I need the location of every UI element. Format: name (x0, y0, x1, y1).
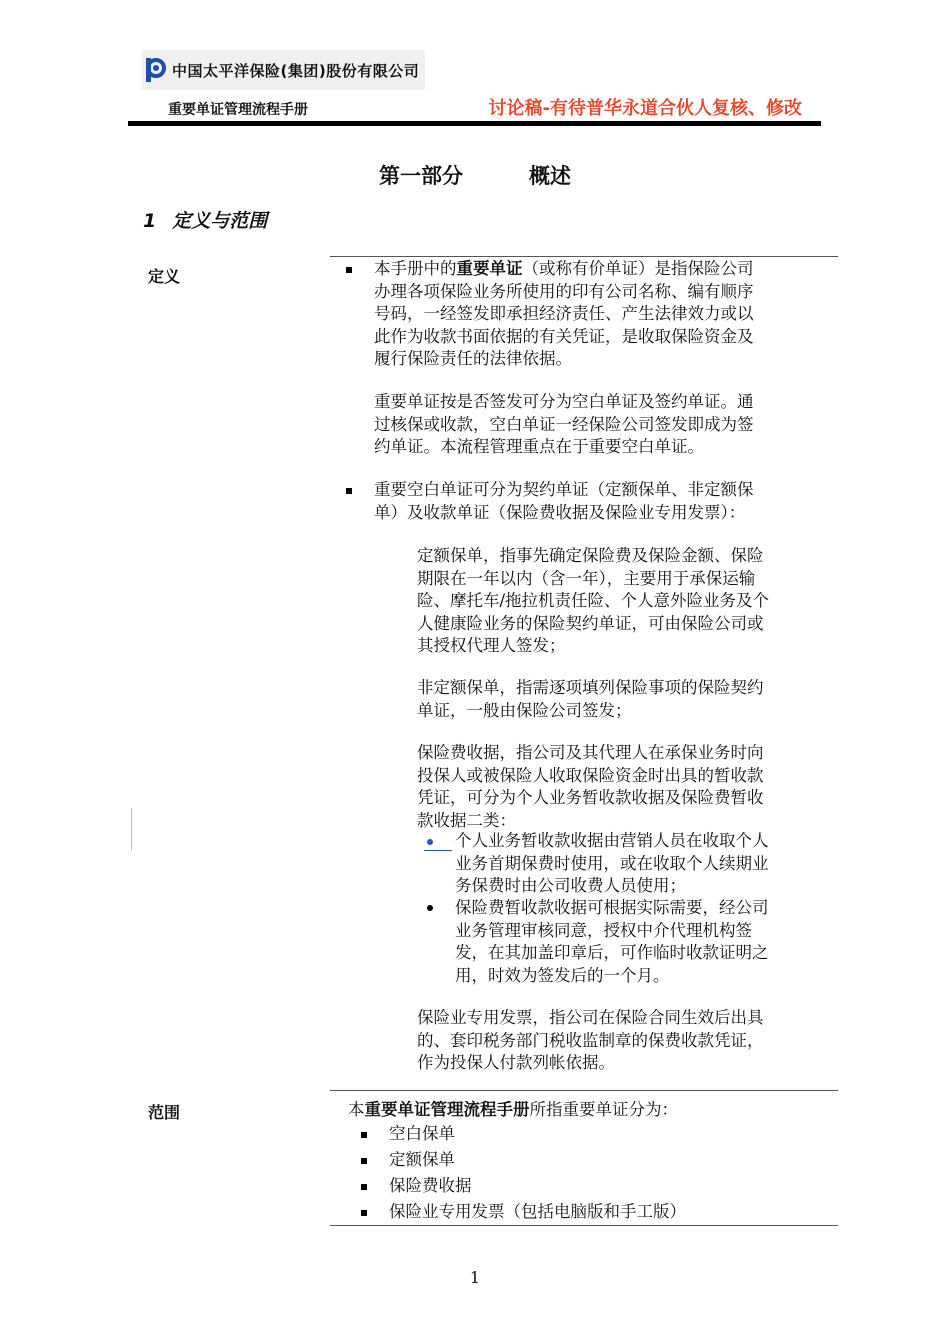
line: 号码，一经签发即承担经济责任、产生法律效力或以 (374, 304, 754, 323)
bullet-dot (427, 905, 433, 911)
scope-intro-prefix: 本 (348, 1100, 365, 1119)
line: 投保人或被保险人收取保险资金时出具的暂收款 (417, 765, 764, 785)
line: 险、摩托车/拖拉机责任险、个人意外险业务及个 (417, 591, 770, 610)
section-number: 1 (143, 210, 157, 232)
line: 重要空白单证可分为契约单证（定额保单、非定额保 (374, 480, 754, 499)
line: 履行保险责任的法律依据。 (374, 349, 572, 368)
line: 发，在其加盖印章后，可作临时收款证明之 (455, 943, 769, 962)
section-title: 定义与范围 (172, 210, 268, 232)
line: 约单证。本流程管理重点在于重要空白单证。 (374, 437, 704, 456)
line: 定额保单，指事先确定保险费及保险金额、保险 (417, 546, 764, 565)
scope-intro (348, 1099, 828, 1122)
page-number: 1 (469, 1268, 481, 1287)
nonfixed-policy-paragraph (417, 677, 837, 722)
line: 作为投保人付款列帐依据。 (417, 1053, 615, 1072)
header-rule (128, 121, 821, 126)
definition-label: 定义 (148, 267, 181, 286)
bullet-square (361, 1184, 367, 1190)
part-title: 概述 (529, 164, 571, 188)
line: 单）及收款单证（保险费收据及保险业专用发票）： (374, 502, 746, 522)
scope-top-rule (330, 1090, 838, 1091)
scope-label: 范围 (148, 1103, 181, 1122)
logo-text: 中国太平洋保险(集团)股份有限公司 (172, 61, 420, 80)
line: 期限在一年以内（含一年），主要用于承保运输 (417, 568, 756, 588)
fixed-policy-paragraph (417, 545, 837, 658)
line: 非定额保单，指需逐项填列保险事项的保险契约 (417, 678, 764, 697)
line: 用，时效为签发后的一个月。 (455, 965, 670, 985)
bullet-square (361, 1132, 367, 1138)
bullet-underline (424, 850, 452, 851)
line: 人健康险业务的保险契约单证，可由保险公司或 (417, 613, 764, 633)
line: 保险费收据，指公司及其代理人在承保业务时向 (417, 743, 764, 762)
line: 过核保或收款，空白单证一经保险公司签发即成为签 (374, 414, 754, 434)
scope-manual-name: 重要单证管理流程手册 (364, 1100, 530, 1119)
section-heading (143, 206, 267, 233)
line: 凭证，可分为个人业务暂收款收据及保险费暂收 (417, 788, 764, 807)
bullet-square (361, 1210, 367, 1216)
definition-bullet-2 (374, 479, 834, 524)
scope-bottom-rule (330, 1225, 838, 1226)
cpic-logo-icon (144, 56, 166, 84)
bullet-dot (427, 839, 433, 845)
line: 业务管理审核同意，授权中介代理机构签 (455, 920, 752, 940)
line: 保险费暂收款收据可根据实际需要，经公司 (455, 898, 769, 917)
line: 款收据二类： (417, 810, 516, 830)
bullet-square (346, 267, 352, 273)
document-title: 重要单证管理流程手册 (168, 102, 308, 118)
scope-item: 保险业专用发票（包括电脑版和手工版） (389, 1202, 686, 1221)
line: 单证，一般由保险公司签发； (417, 700, 632, 720)
line: （或称有价单证）是指保险公司 (522, 259, 754, 278)
definition-bullet-1 (374, 258, 834, 371)
line: 其授权代理人签发； (417, 636, 566, 655)
draft-note: 讨论稿-有待普华永道合伙人复核、修改 (488, 98, 802, 119)
line: 业务首期保费时使用，或在收取个人续期业 (455, 853, 769, 873)
line: 务保费时由公司收费人员使用； (455, 876, 686, 895)
scope-item: 保险费收据 (389, 1176, 472, 1195)
line: 办理各项保险业务所使用的印有公司名称、编有顺序 (374, 281, 754, 301)
scope-item: 空白保单 (389, 1124, 455, 1143)
sub-bullet-1 (455, 830, 835, 898)
company-logo (142, 50, 425, 90)
scope-intro-suffix: 所指重要单证分为： (529, 1100, 678, 1119)
invoice-paragraph (417, 1007, 837, 1075)
bullet-square (361, 1158, 367, 1164)
premium-receipt-paragraph (417, 742, 837, 832)
part-heading (0, 160, 950, 190)
line: 的、套印税务部门税收监制章的保费收款凭证， (417, 1030, 764, 1050)
sub-bullet-2 (455, 897, 835, 987)
line: 个人业务暂收款收据由营销人员在收取个人 (455, 831, 769, 850)
definition-prefix: 本手册中的 (374, 259, 457, 278)
change-bar (131, 808, 132, 850)
line: 此作为收款书面依据的有关凭证，是收取保险资金及 (374, 326, 754, 346)
scope-item: 定额保单 (389, 1150, 455, 1169)
part-label: 第一部分 (379, 164, 463, 188)
bullet-square (346, 488, 352, 494)
definition-top-rule (330, 256, 838, 257)
definition-paragraph-2 (374, 391, 834, 459)
term-important-documents: 重要单证 (456, 259, 523, 278)
line: 保险业专用发票，指公司在保险合同生效后出具 (417, 1008, 764, 1027)
line: 重要单证按是否签发可分为空白单证及签约单证。通 (374, 392, 754, 411)
